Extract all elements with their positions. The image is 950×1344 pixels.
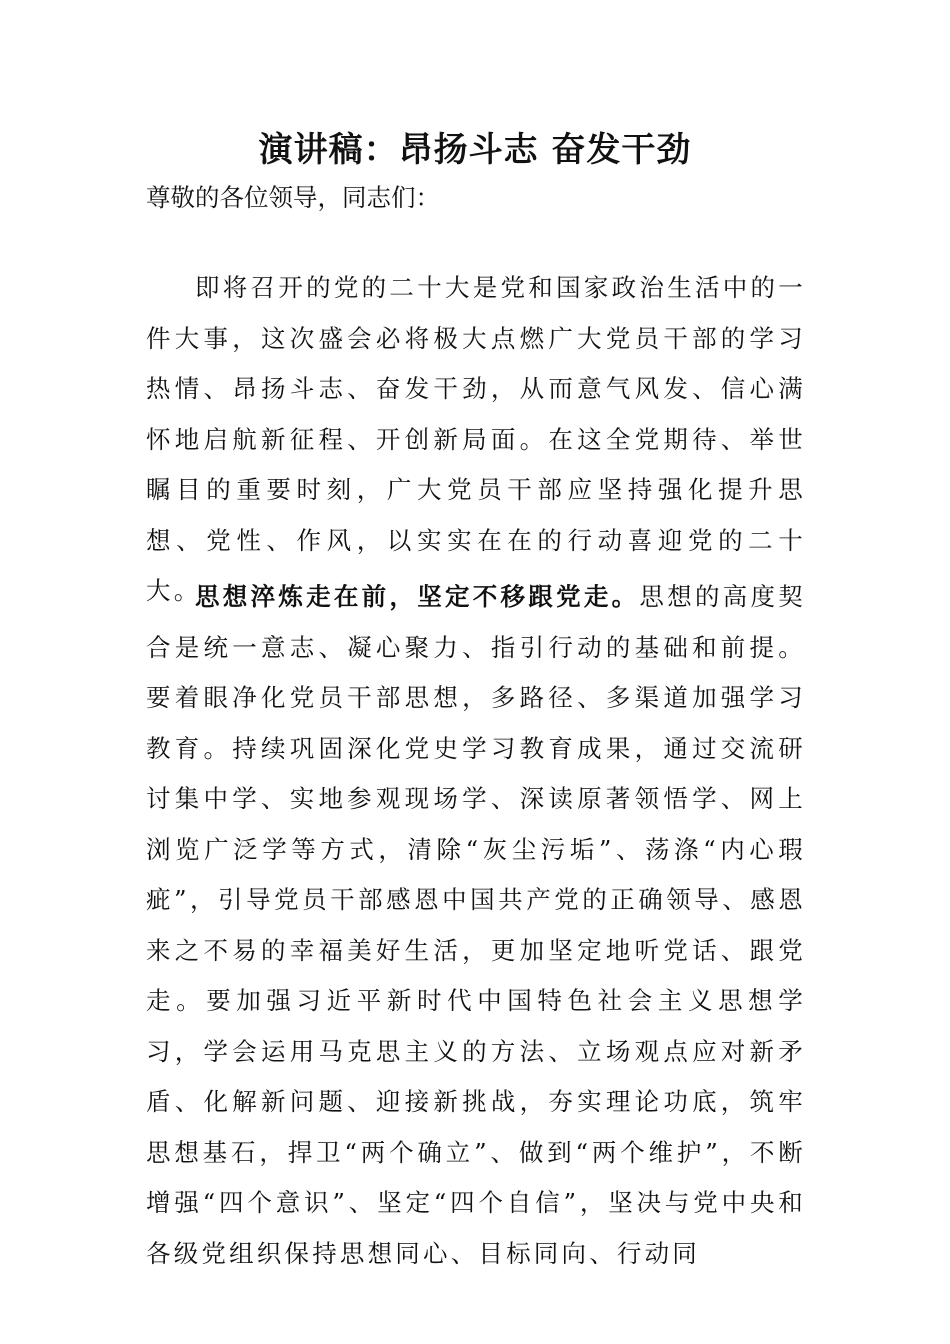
document-title: 演讲稿：昂扬斗志 奋发干劲 — [258, 130, 692, 170]
paragraph-intro: 即将召开的党的二十大是党和国家政治生活中的一件大事，这次盛会必将极大点燃广大党员干部的学习热情、昂扬斗志、奋发干劲，从而意气风发、信心满怀地启航新征程、开创新局面。在这全党期待、举世瞩目的重要时刻，广大党员干部应坚持强化提升思想、党性、作风，以实实在在的行动喜迎党的二十大。 — [146, 273, 806, 605]
paragraph-thought — [146, 572, 806, 1279]
paragraph-lead-heading: 思想淬炼走在前，坚定不移跟党走。 — [195, 582, 640, 611]
salutation: 尊敬的各位领导，同志们： — [146, 183, 440, 212]
paragraph-body: 思想的高度契合是统一意志、凝心聚力、指引行动的基础和前提。要着眼净化党员干部思想，多路径、多渠道加强学习教育。持续巩固深化党史学习教育成果，通过交流研讨集中学、实地参观现场学、深读原著领悟学、网上浏览广泛学等方式，清除“灰尘污垢”、荡涤“内心瑕疵”，引导党员干部感恩中国共产党的正确领导、感恩来之不易的幸福美好生活，更加坚定地听党话、跟党走。要加强习近平新时代中国特色社会主义思想学习，学会运用马克思主义的方法、立场观点应对新矛盾、化解新问题、迎接新挑战，夯实理论功底，筑牢思想基石，捍卫“两个确立”、做到“两个维护”，不断增强“四个意识”、坚定“四个自信”，坚决与党中央和各级党组织保持思想同心、目标同向、行动同 — [146, 582, 807, 1268]
